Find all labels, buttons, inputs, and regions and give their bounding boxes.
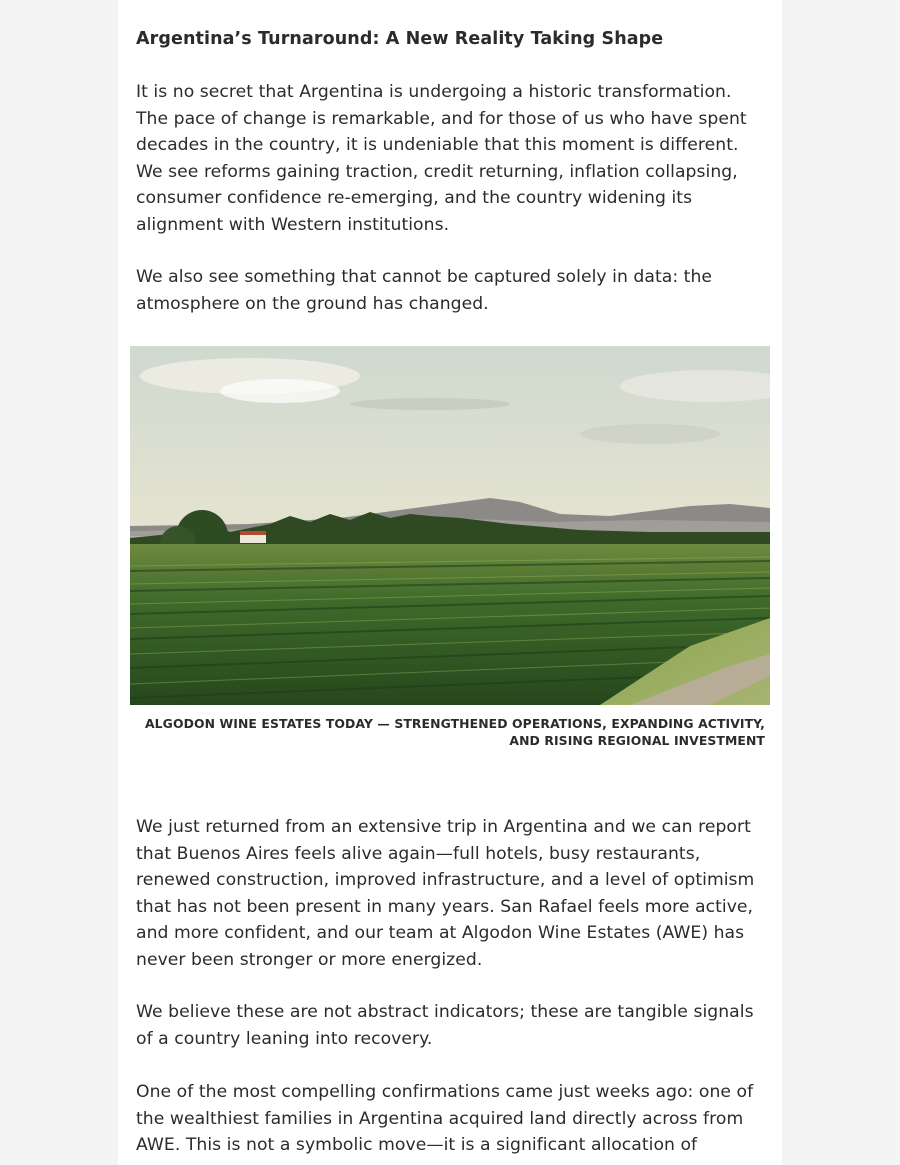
photo-caption: ALGODON WINE ESTATES TODAY — STRENGTHENED OPERATIONS, EXPANDING ACTIVITY, AND RISING REGIONAL INVESTMENT	[144, 716, 765, 748]
article-title: Argentina’s Turnaround: A New Reality Taking Shape	[136, 29, 664, 49]
paragraph-land-acquisition: One of the most compelling confirmations came just weeks ago: one of the wealthiest families in Argentina acquired land directly across from AWE. This is not a symbolic move—it is a significant allocation of	[136, 1082, 754, 1155]
paragraph-intro: It is no secret that Argentina is undergoing a historic transformation. The pace of change is remarkable, and for those of us who have spent decades in the country, it is undeniable that this moment is different. We see reforms gaining traction, credit returning, inflation collapsing, consumer confidence re-emerging, and the country widening its alignment with Western institutions.	[136, 82, 747, 235]
paragraph-trip-report: We just returned from an extensive trip in Argentina and we can report that Buenos Aires feels alive again—full hotels, busy restaurants, renewed construction, improved infrastructure, and a level of optimism that has not been present in many years. San Rafael feels more active, and more confident, and our team at Algodon Wine Estates (AWE) has never been stronger or more energized.	[136, 817, 755, 970]
paragraph-signals: We believe these are not abstract indicators; these are tangible signals of a country leaning into recovery.	[136, 1002, 754, 1049]
article-column	[118, 0, 782, 1165]
vineyard-landscape-image	[130, 346, 770, 705]
vineyard-photo	[130, 346, 770, 705]
paragraph-atmosphere: We also see something that cannot be captured solely in data: the atmosphere on the ground has changed.	[136, 267, 713, 314]
